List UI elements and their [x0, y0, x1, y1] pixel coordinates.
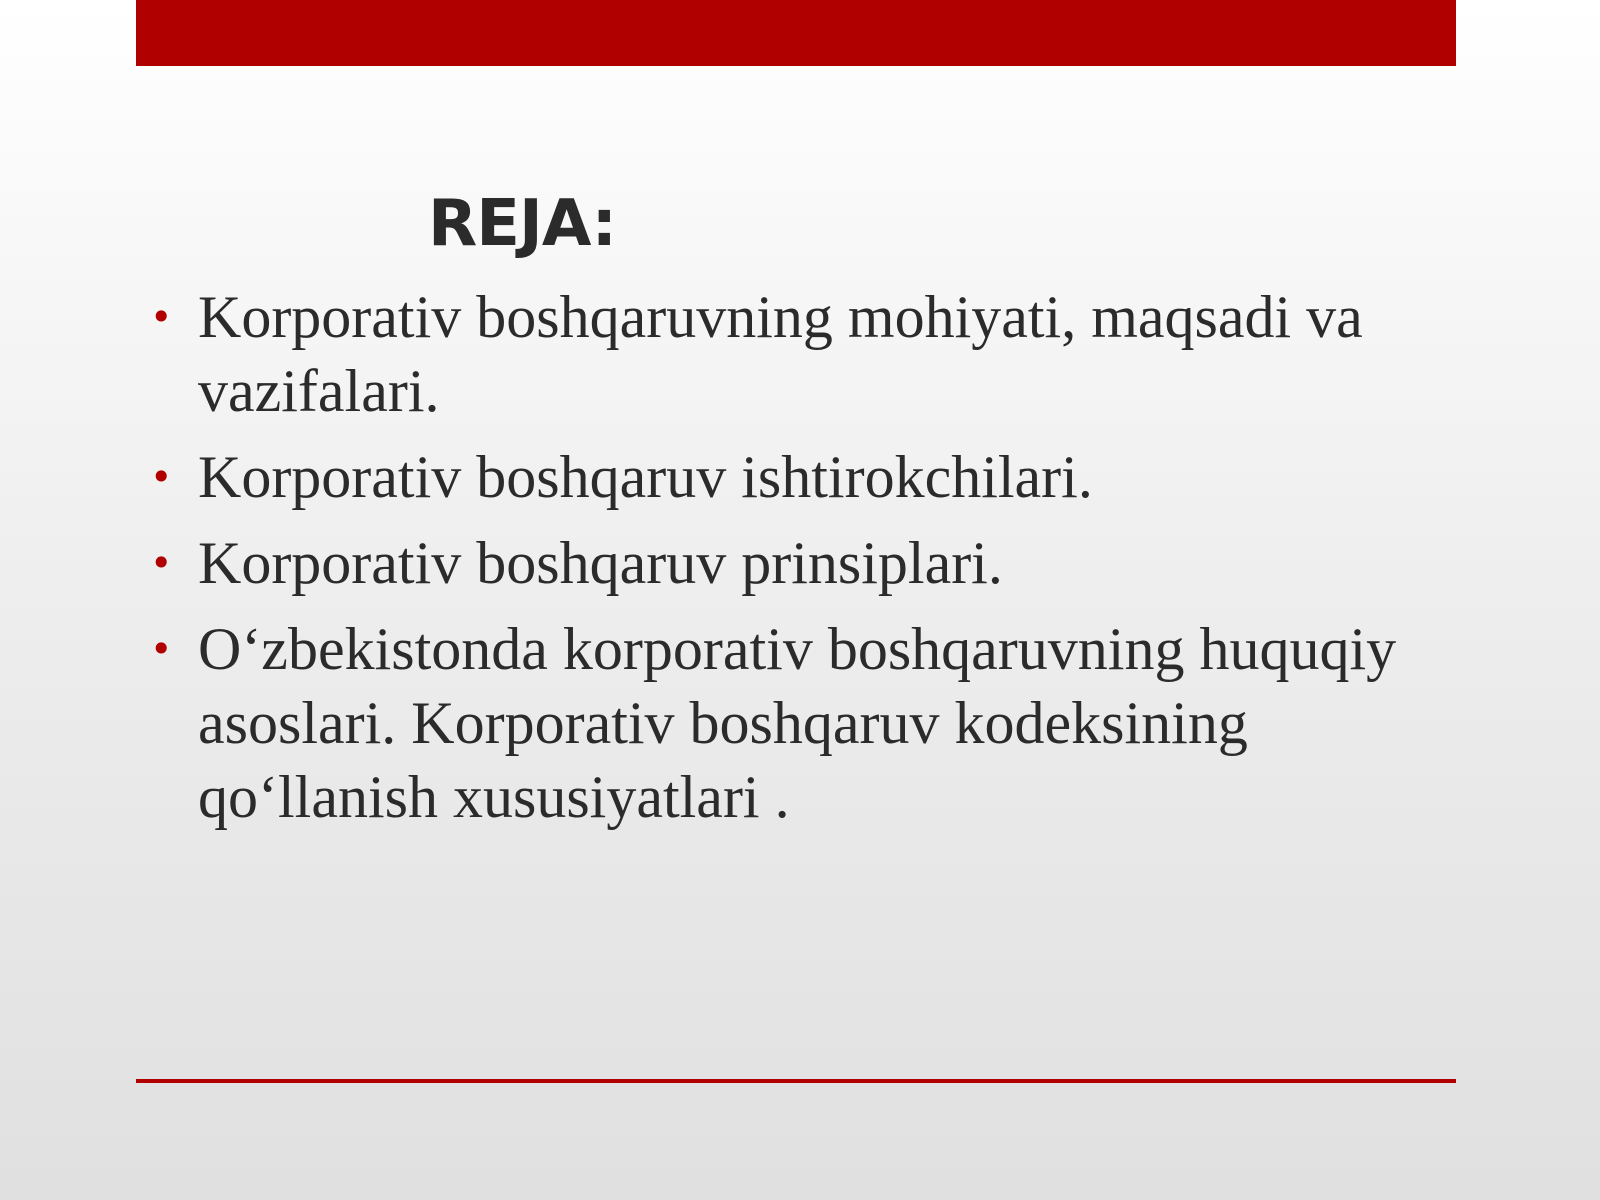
list-item	[150, 440, 1430, 514]
bullet-text: Korporativ boshqaruvning mohiyati, maqsadi va vazifalari.	[198, 284, 1363, 424]
bullet-icon: •	[150, 541, 173, 585]
list-item	[150, 526, 1430, 600]
bullet-icon: •	[150, 627, 173, 671]
bullet-icon: •	[150, 295, 173, 339]
bullet-text: Korporativ boshqaruv ishtirokchilari.	[198, 444, 1093, 510]
list-item	[150, 280, 1430, 428]
bullet-list	[150, 280, 1430, 846]
bottom-divider	[136, 1079, 1456, 1083]
bullet-text: O‘zbekistonda korporativ boshqaruvning huquqiy asoslari. Korporativ boshqaruv kodeksining qo‘llanish xususiyatlari .	[198, 616, 1397, 830]
slide-title: REJA:	[428, 187, 617, 261]
bullet-text: Korporativ boshqaruv prinsiplari.	[198, 530, 1003, 596]
list-item	[150, 612, 1430, 834]
bullet-icon: •	[150, 455, 173, 499]
top-accent-bar	[136, 0, 1456, 66]
